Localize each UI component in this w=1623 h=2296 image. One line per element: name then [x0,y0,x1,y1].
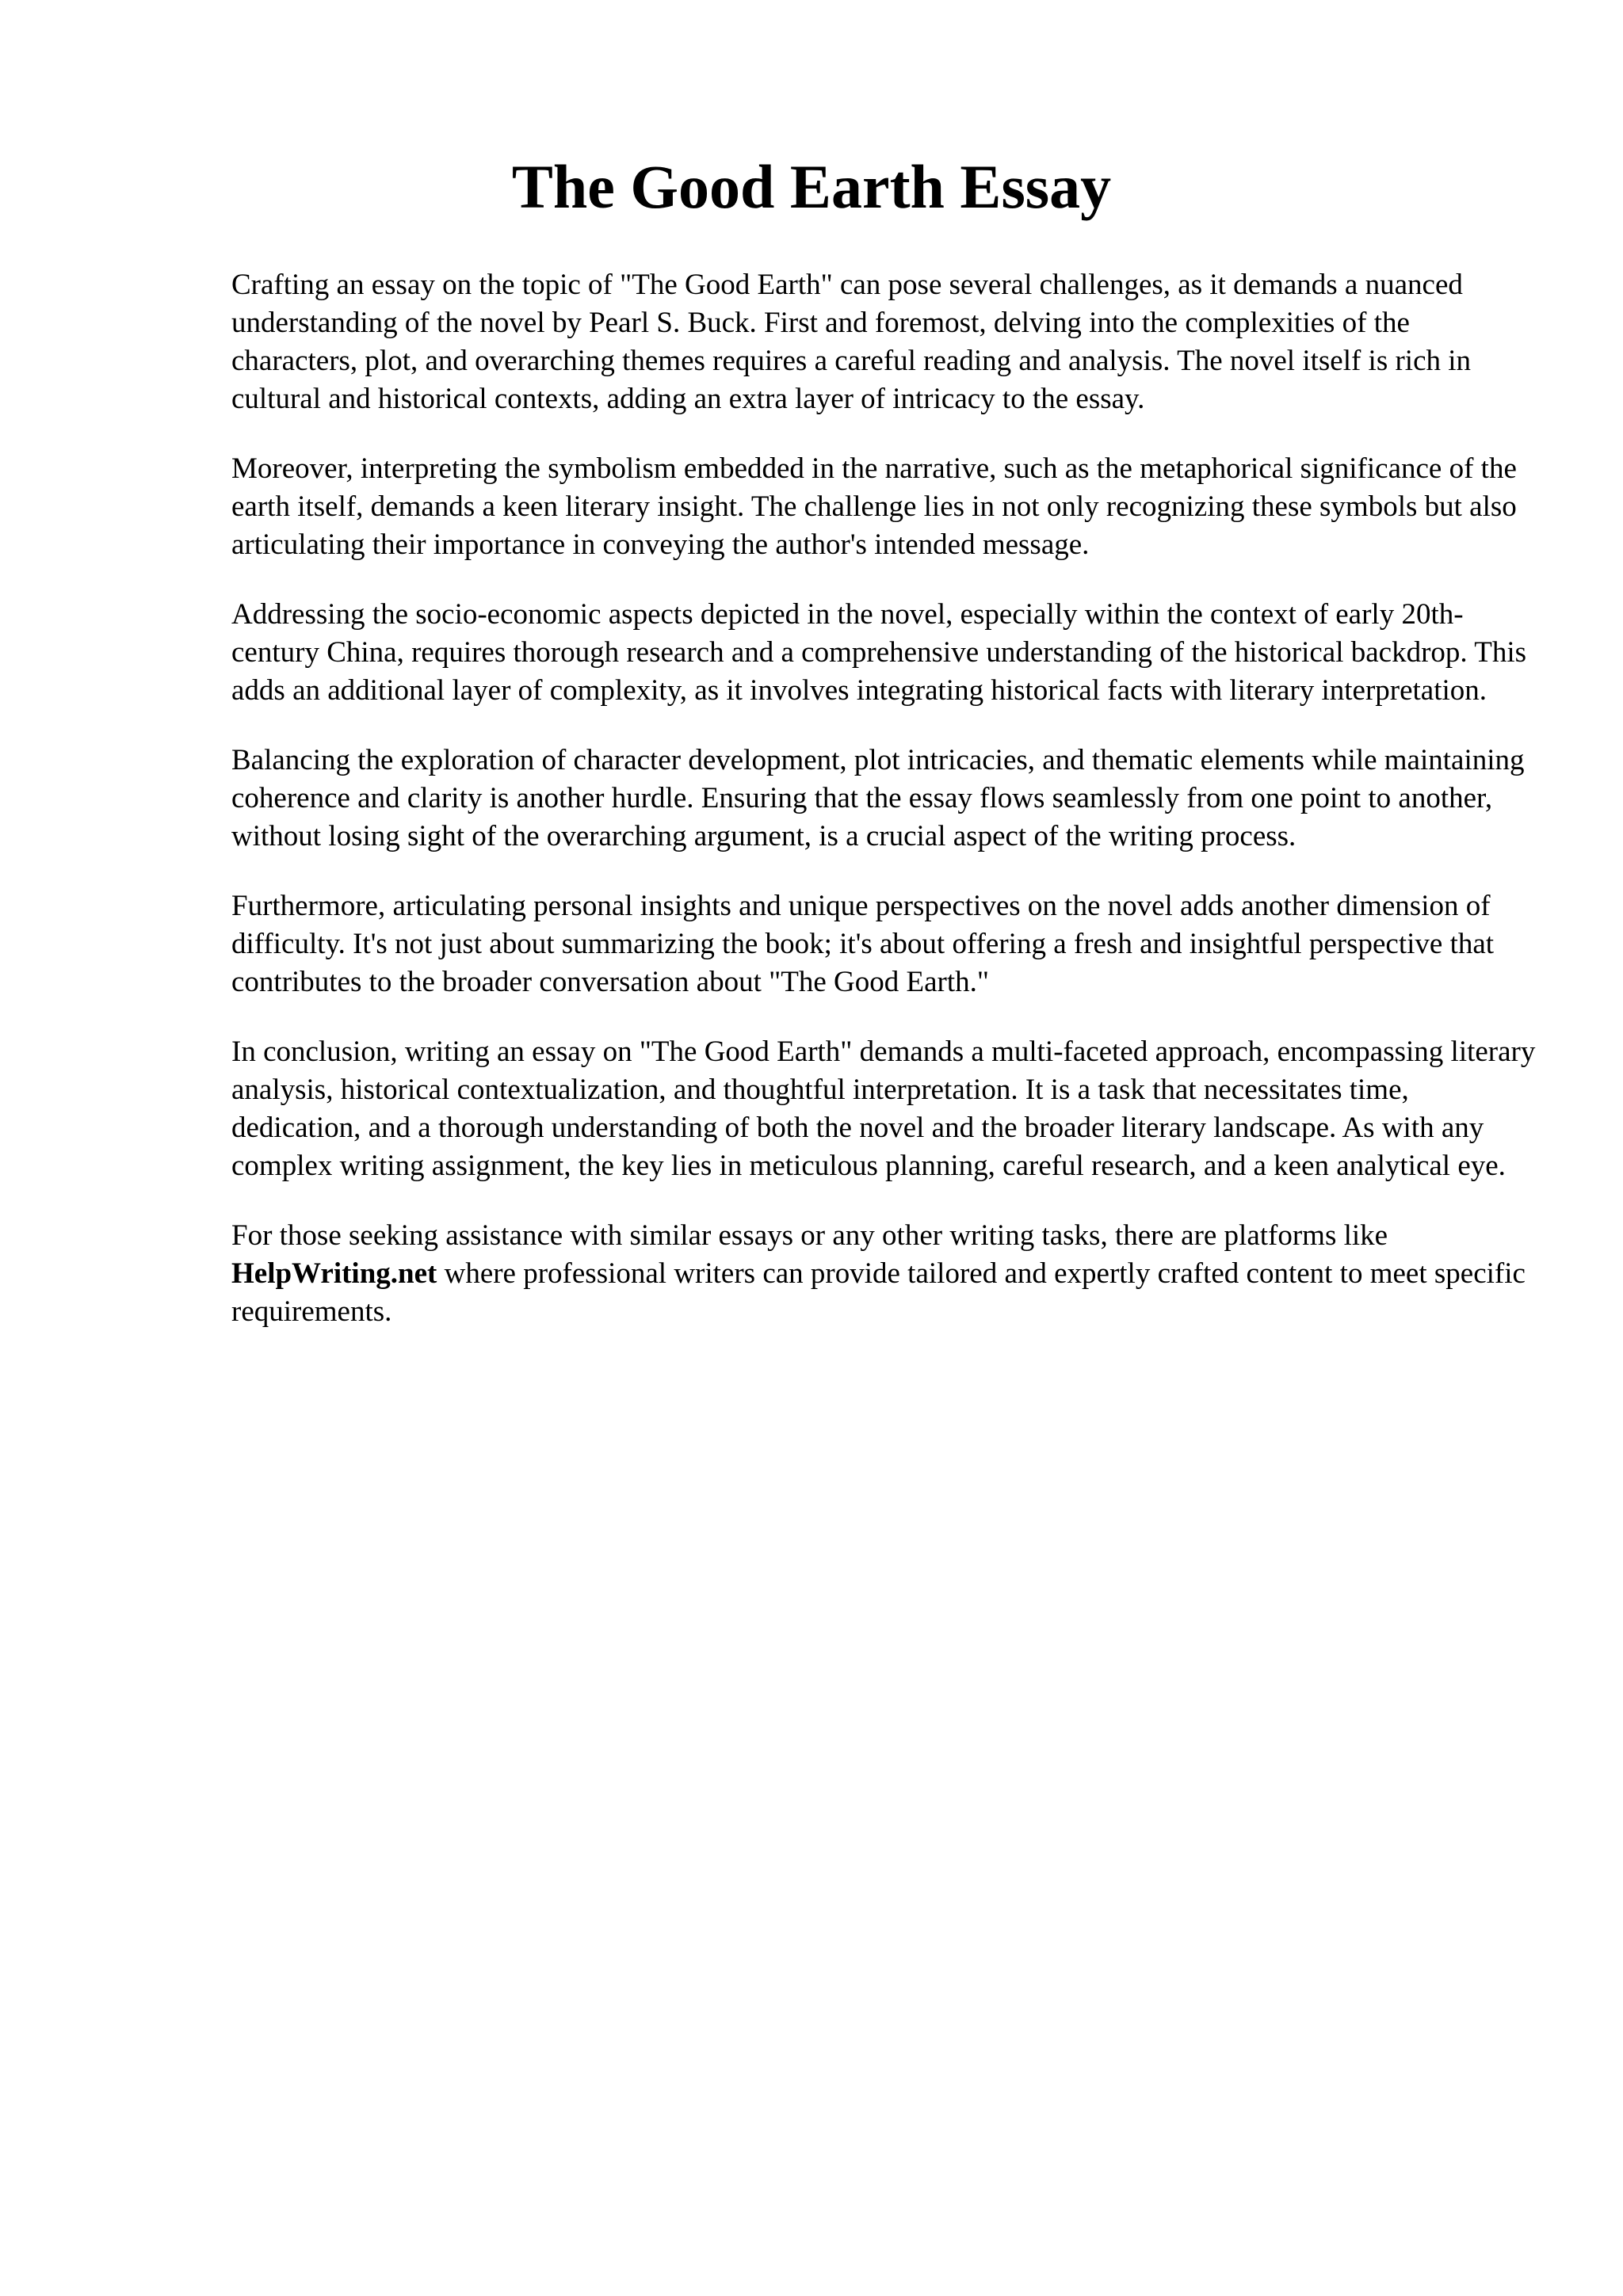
paragraph-closing [231,1217,1539,1331]
document-body [231,266,1539,1363]
paragraph-intro: Crafting an essay on the topic of "The Good Earth" can pose several challenges, as it demands a nuanced understanding of the novel by Pearl S. Buck. First and foremost, delving into the complexities of the characters, plot, and overarching themes requires a careful reading and analysis. The novel itself is rich in cultural and historical contexts, adding an extra layer of intricacy to the essay. [231,269,1472,415]
paragraph-insights: Furthermore, articulating personal insights and unique perspectives on the novel adds another dimension of difficulty. It's not just about summarizing the book; it's about offering a fresh and insightful perspective that contributes to the broader conversation about "The Good Earth." [231,890,1495,998]
closing-lead-text: For those seeking assistance with similar essays or any other writing tasks, there are platforms like [231,1219,1388,1252]
helpwriting-link[interactable]: HelpWriting.net [231,1257,437,1290]
paragraph-balancing: Balancing the exploration of character development, plot intricacies, and thematic elements while maintaining coherence and clarity is another hurdle. Ensuring that the essay flows seamlessly from one point to another, without losing sight of the overarching argument, is a crucial aspect of the writing process. [231,744,1525,852]
paragraph-conclusion: In conclusion, writing an essay on "The Good Earth" demands a multi-faceted approach, encompassing literary analysis, historical contextualization, and thoughtful interpretation. It is a task that necessitates time, dedication, and a thorough understanding of both the novel and the broader literary landscape. As with any complex writing assignment, the key lies in meticulous planning, careful research, and a keen analytical eye. [231,1035,1536,1182]
document-title: The Good Earth Essay [511,152,1112,221]
paragraph-symbolism: Moreover, interpreting the symbolism embedded in the narrative, such as the metaphorical significance of the earth itself, demands a keen literary insight. The challenge lies in not only recognizing these symbols but also articulating their importance in conveying the author's intended message. [231,452,1517,561]
paragraph-socio-economic: Addressing the socio-economic aspects depicted in the novel, especially within the context of early 20th-century China, requires thorough research and a comprehensive understanding of the historical backdrop. This adds an additional layer of complexity, as it involves integrating historical facts with literary interpretation. [231,598,1526,707]
closing-tail-text: where professional writers can provide tailored and expertly crafted content to meet specific requirements. [231,1257,1526,1328]
